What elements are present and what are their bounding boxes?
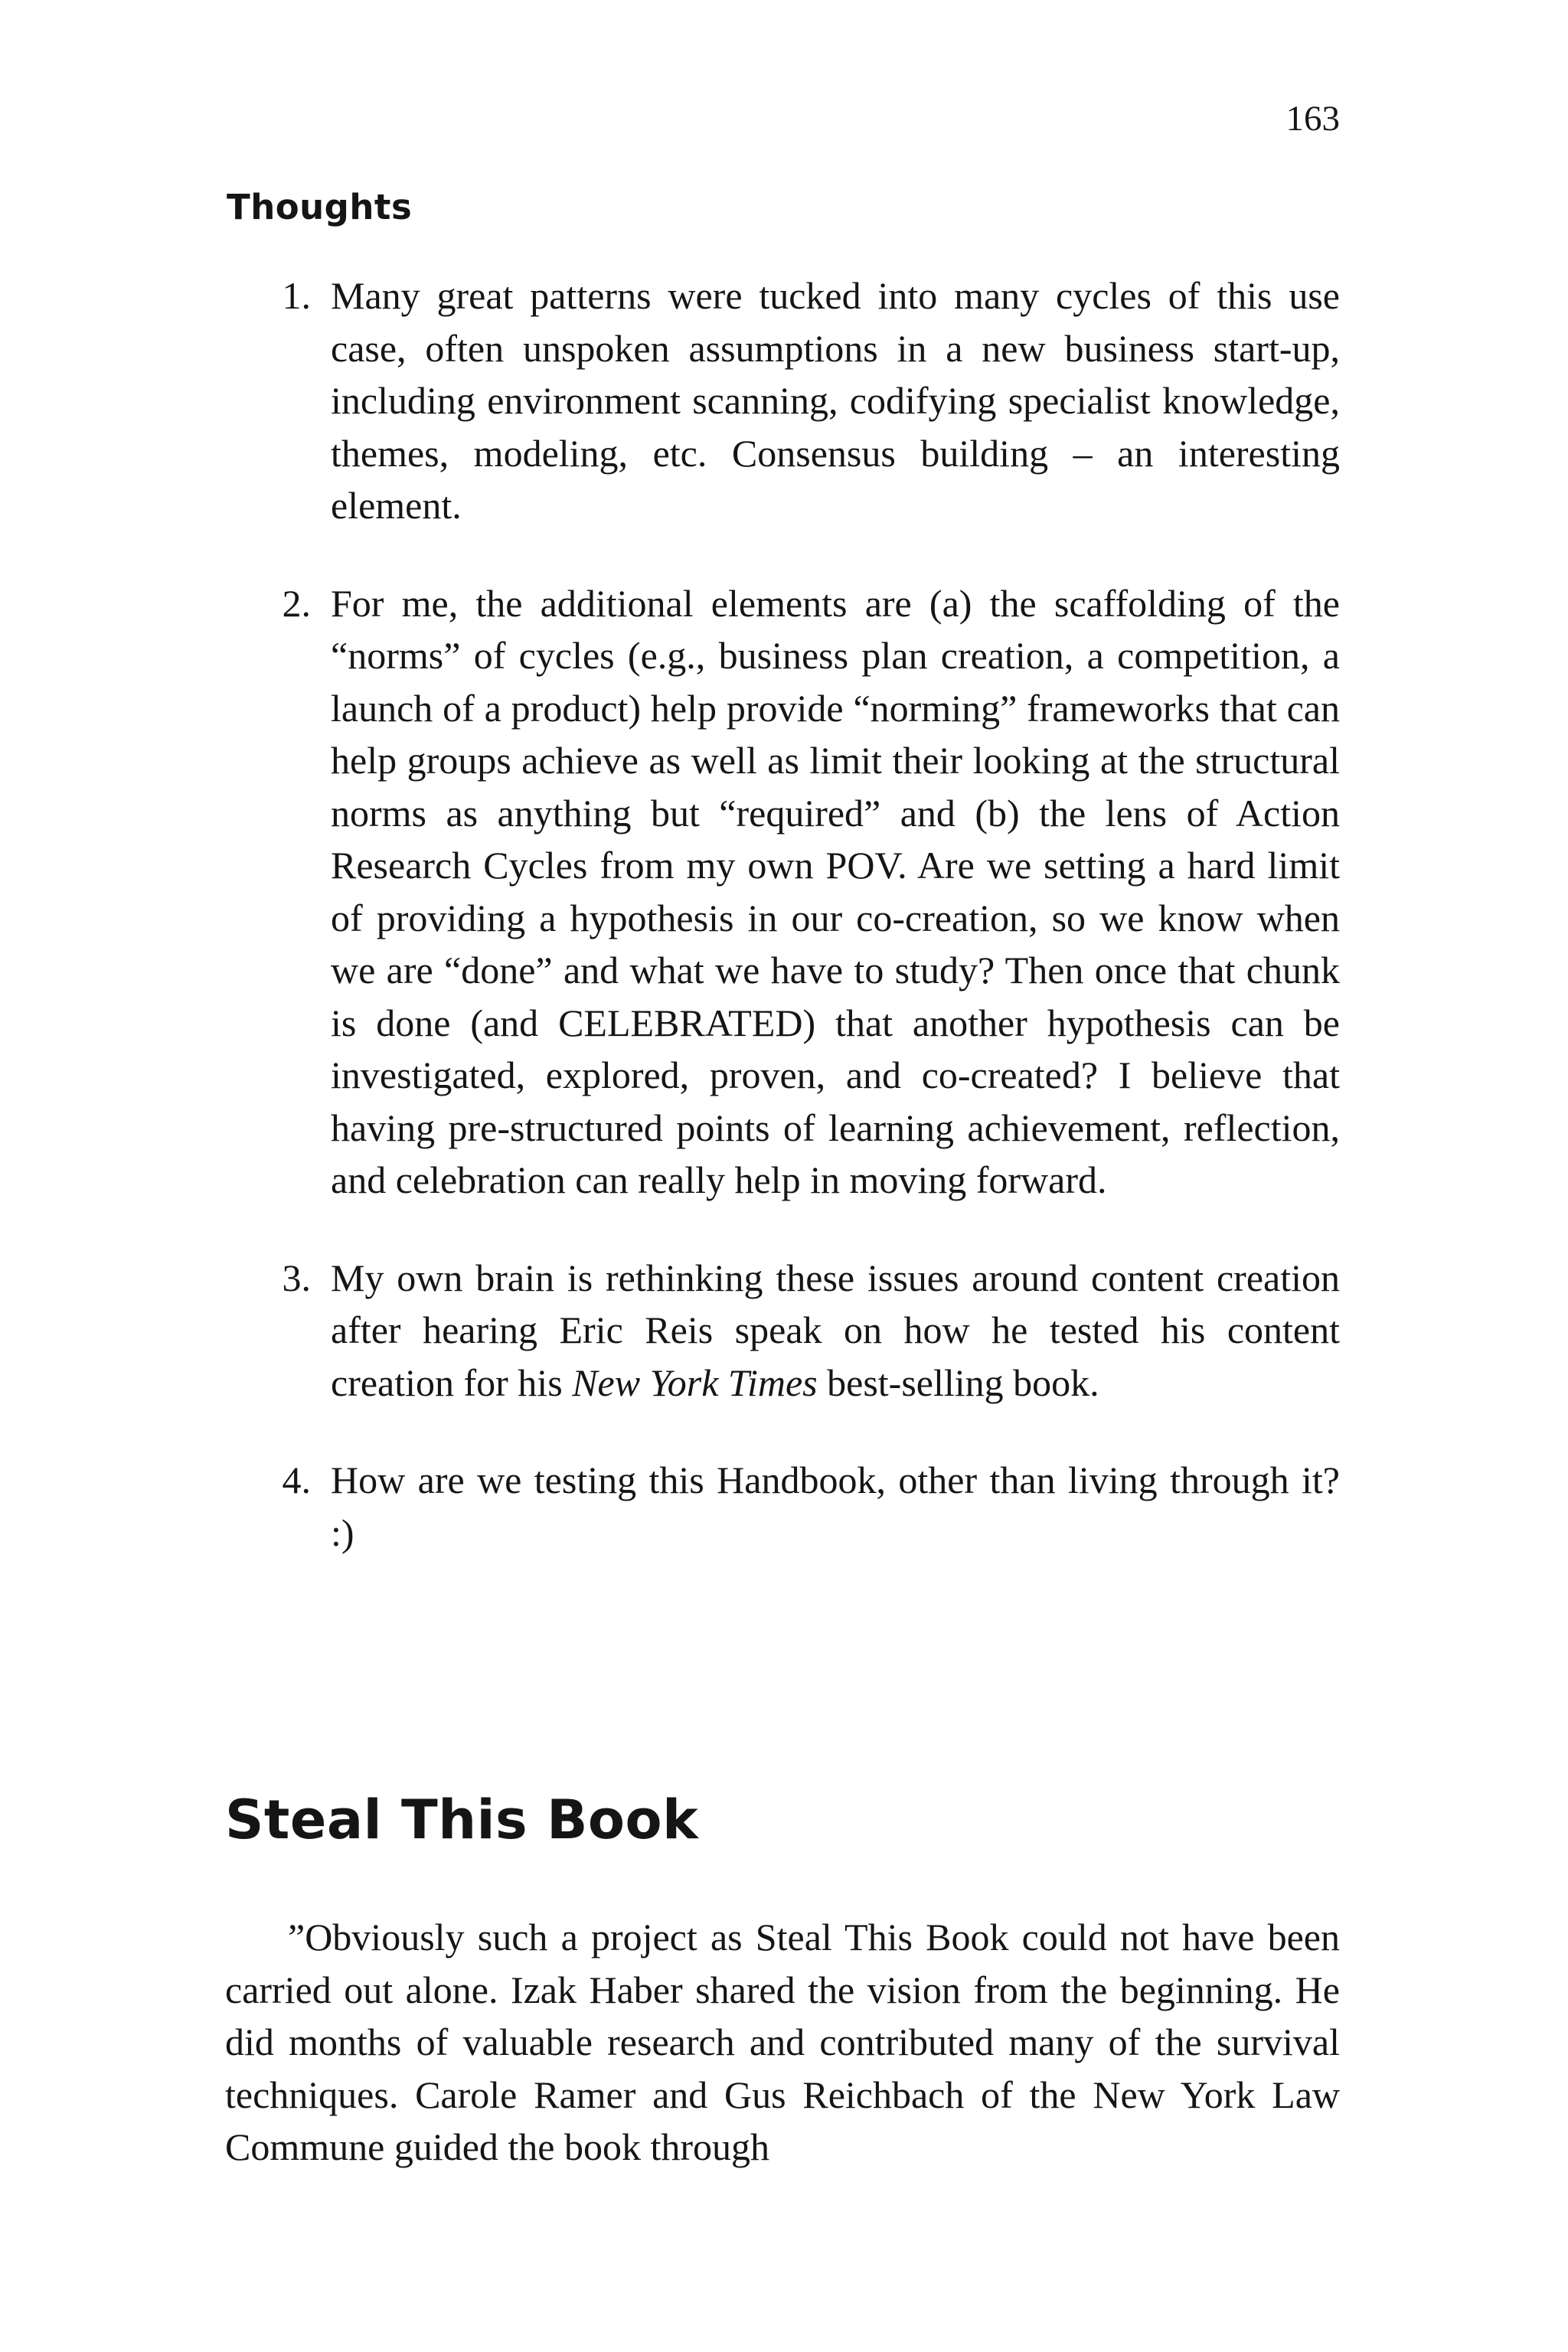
list-item-text-start: My own brain is rethinking these issues around content creation after hearing Eric Reis speak on how he tested his content creation for his xyxy=(331,1256,1340,1404)
body-paragraph: ”Obviously such a project as Steal This Book could not have been carried out alone. Izak Haber shared the vision from the beginning. He did months of valuable research and contributed many of the survival techniques. Carole Ramer and Gus Reichbach of the New York Law Commune guided the book through xyxy=(225,1916,1340,2168)
page-number: 163 xyxy=(1285,99,1340,139)
list-item-text-end: best-selling book. xyxy=(817,1361,1099,1404)
section-title: Steal This Book xyxy=(225,1788,699,1851)
list-item-number: 1. xyxy=(282,274,311,317)
list-item xyxy=(270,1454,1341,1559)
book-title-italic: New York Times xyxy=(572,1361,818,1404)
list-item-text: How are we testing this Handbook, other than living through it? :) xyxy=(331,1459,1340,1554)
list-item-text: Many great patterns were tucked into many cycles of this use case, often unspoken assumptions in a new business start-up, including environment scanning, codifying specialist knowledge, themes, modeling, etc. Consensus building – an interesting element. xyxy=(331,274,1340,527)
list-item-text xyxy=(331,1252,1340,1410)
list-item xyxy=(270,270,1341,532)
thoughts-list xyxy=(270,270,1341,1604)
thoughts-heading: Thoughts xyxy=(227,187,413,227)
list-item-number: 3. xyxy=(282,1256,311,1299)
list-item-text: For me, the additional elements are (a) the scaffolding of the “norms” of cycles (e.g., business plan creation, a competition, a launch of a product) help provide “norming” frameworks that can help groups achieve as well as limit their looking at the structural norms as anything but “required” and (b) the lens of Action Research Cycles from my own POV. Are we setting a hard limit of providing a hypothesis in our co-creation, so we know when we are “done” and what we have to study? Then once that chunk is done (and CELEBRATED) that another hypothesis can be investigated, explored, proven, and co-created? I believe that having pre-structured points of learning achievement, reflection, and celebration can really help in moving forward. xyxy=(331,581,1340,1201)
list-item-number: 2. xyxy=(282,581,311,625)
list-item xyxy=(270,1252,1341,1410)
list-item xyxy=(270,577,1341,1207)
list-item-number: 4. xyxy=(282,1459,311,1501)
